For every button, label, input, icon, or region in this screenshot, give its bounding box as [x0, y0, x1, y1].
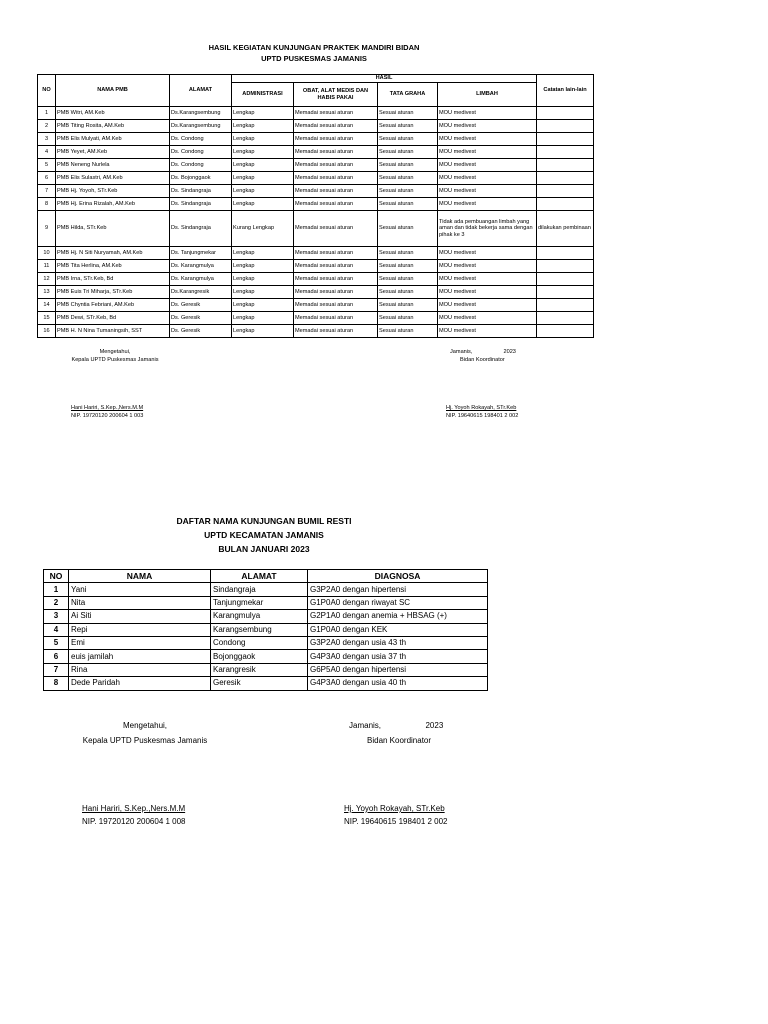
table-row [38, 312, 594, 325]
row-alamat: Ds. Karangmulya [170, 260, 232, 273]
row-administrasi: Lengkap [232, 159, 294, 172]
row-diagnosa: G3P2A0 dengan usia 43 th [308, 636, 488, 649]
row-administrasi: Lengkap [232, 107, 294, 120]
row-catatan [537, 299, 594, 312]
col-header-nama-pmb: NAMA PMB [56, 75, 170, 107]
row-alamat: Ds. Geresik [170, 325, 232, 338]
row-alamat: Ds.Karangsembung [170, 120, 232, 133]
row-nama: PMB H. N Nina Tumaningsih, SST [56, 325, 170, 338]
doc2-sign-right-line1: Jamanis, 2023 [349, 721, 444, 730]
doc2-sign-left-block [82, 803, 186, 827]
row-limbah: MOU medivest [438, 120, 537, 133]
doc2-title-line1: DAFTAR NAMA KUNJUNGAN BUMIL RESTI [176, 516, 352, 526]
row-tata-graha: Sesuai aturan [378, 273, 438, 286]
row-nama: PMB Tita Herlina, AM.Keb [56, 260, 170, 273]
row-alamat: Ds.Karangresik [170, 286, 232, 299]
col-header-catatan: Catatan lain-lain [537, 75, 594, 107]
doc1-sign-left [55, 348, 175, 364]
row-obat: Memadai sesuai aturan [294, 159, 378, 172]
row-nama: Dede Paridah [69, 677, 211, 690]
row-obat: Memadai sesuai aturan [294, 133, 378, 146]
row-tata-graha: Sesuai aturan [378, 312, 438, 325]
row-limbah: MOU medivest [438, 247, 537, 260]
row-administrasi: Lengkap [232, 312, 294, 325]
row-catatan [537, 172, 594, 185]
doc2-sign-right-block [344, 803, 448, 827]
row-limbah: MOU medivest [438, 133, 537, 146]
table-row [38, 159, 594, 172]
table-row [38, 211, 594, 247]
row-obat: Memadai sesuai aturan [294, 146, 378, 159]
row-nama: PMB Hj. N Siti Nuryamah, AM.Keb [56, 247, 170, 260]
row-no: 15 [38, 312, 56, 325]
row-obat: Memadai sesuai aturan [294, 185, 378, 198]
row-nama: PMB Euis Tri Miharja, STr.Keb [56, 286, 170, 299]
row-administrasi: Lengkap [232, 299, 294, 312]
row-no: 13 [38, 286, 56, 299]
row-alamat: Ds. Condong [170, 146, 232, 159]
row-catatan [537, 120, 594, 133]
row-alamat: Karangresik [211, 663, 308, 676]
row-nama: PMB Witri, AM.Keb [56, 107, 170, 120]
doc1-sign-right-line2: Bidan Koordinator [460, 357, 505, 363]
row-administrasi: Lengkap [232, 146, 294, 159]
doc1-sign-left-block [71, 404, 143, 420]
row-tata-graha: Sesuai aturan [378, 198, 438, 211]
row-diagnosa: G3P2A0 dengan hipertensi [308, 583, 488, 596]
row-administrasi: Lengkap [232, 172, 294, 185]
row-no: 16 [38, 325, 56, 338]
row-alamat: Ds. Condong [170, 133, 232, 146]
table-row [44, 663, 488, 676]
row-alamat: Tanjungmekar [211, 596, 308, 609]
doc2-sign-right-name: Hj. Yoyoh Rokayah, STr.Keb [344, 804, 445, 813]
row-catatan [537, 286, 594, 299]
row-nama: PMB Hilda, STr.Keb [56, 211, 170, 247]
row-nama: PMB Dewi, STr.Keb, Bd [56, 312, 170, 325]
col-header-obat: OBAT, ALAT MEDIS DAN HABIS PAKAI [294, 83, 378, 107]
row-alamat: Ds. Geresik [170, 299, 232, 312]
row-diagnosa: G4P3A0 dengan usia 37 th [308, 650, 488, 663]
row-alamat: Ds. Sindangraja [170, 198, 232, 211]
table-row [38, 198, 594, 211]
row-alamat: Ds. Sindangraja [170, 185, 232, 198]
row-no: 4 [38, 146, 56, 159]
col-header-hasil: HASIL [232, 75, 537, 83]
row-limbah: MOU medivest [438, 107, 537, 120]
col-header-alamat: ALAMAT [211, 570, 308, 583]
row-no: 9 [38, 211, 56, 247]
table-row [38, 146, 594, 159]
row-administrasi: Lengkap [232, 325, 294, 338]
row-catatan [537, 273, 594, 286]
row-no: 4 [44, 623, 69, 636]
row-no: 6 [38, 172, 56, 185]
row-limbah: MOU medivest [438, 286, 537, 299]
doc1-sign-left-line1: Mengetahui, [99, 349, 131, 355]
table-row [44, 623, 488, 636]
row-no: 8 [44, 677, 69, 690]
row-tata-graha: Sesuai aturan [378, 172, 438, 185]
row-tata-graha: Sesuai aturan [378, 159, 438, 172]
row-alamat: Ds. Karangmulya [170, 273, 232, 286]
table-row [38, 299, 594, 312]
row-catatan [537, 312, 594, 325]
row-tata-graha: Sesuai aturan [378, 146, 438, 159]
row-obat: Memadai sesuai aturan [294, 247, 378, 260]
row-nama: Emi [69, 636, 211, 649]
row-catatan [537, 260, 594, 273]
row-administrasi: Kurang Lengkap [232, 211, 294, 247]
row-alamat: Condong [211, 636, 308, 649]
row-administrasi: Lengkap [232, 273, 294, 286]
table-row [38, 107, 594, 120]
row-no: 7 [38, 185, 56, 198]
row-alamat: Sindangraja [211, 583, 308, 596]
row-nama: Nita [69, 596, 211, 609]
col-header-no: NO [44, 570, 69, 583]
row-no: 2 [38, 120, 56, 133]
row-nama: PMB Chyntia Febriani, AM.Keb [56, 299, 170, 312]
row-administrasi: Lengkap [232, 198, 294, 211]
col-header-nama: NAMA [69, 570, 211, 583]
row-obat: Memadai sesuai aturan [294, 172, 378, 185]
row-administrasi: Lengkap [232, 260, 294, 273]
row-diagnosa: G4P3A0 dengan usia 40 th [308, 677, 488, 690]
row-tata-graha: Sesuai aturan [378, 325, 438, 338]
row-alamat: Geresik [211, 677, 308, 690]
row-nama: Repi [69, 623, 211, 636]
row-nama: PMB Titing Rosita, AM.Keb [56, 120, 170, 133]
row-tata-graha: Sesuai aturan [378, 120, 438, 133]
row-limbah: Tidak ada pembuangan limbah yang aman dan tidak bekerja sama dengan pihak ke 3 [438, 211, 537, 247]
row-nama: Ai Siti [69, 610, 211, 623]
row-no: 8 [38, 198, 56, 211]
row-obat: Memadai sesuai aturan [294, 286, 378, 299]
row-no: 10 [38, 247, 56, 260]
row-catatan [537, 159, 594, 172]
row-no: 7 [44, 663, 69, 676]
row-tata-graha: Sesuai aturan [378, 211, 438, 247]
doc1-sign-left-line2: Kepala UPTD Puskesmas Jamanis [71, 357, 159, 363]
row-diagnosa: G2P1A0 dengan anemia + HBSAG (+) [308, 610, 488, 623]
row-no: 3 [44, 610, 69, 623]
row-diagnosa: G6P5A0 dengan hipertensi [308, 663, 488, 676]
row-tata-graha: Sesuai aturan [378, 299, 438, 312]
row-alamat: Ds. Bojonggaok [170, 172, 232, 185]
row-alamat: Karangsembung [211, 623, 308, 636]
doc1-title-line2: UPTD PUSKESMAS JAMANIS [261, 54, 367, 63]
row-catatan: dilakukan pembinaan [537, 211, 594, 247]
row-limbah: MOU medivest [438, 172, 537, 185]
doc2-title-line3: BULAN JANUARI 2023 [218, 544, 310, 554]
row-catatan [537, 133, 594, 146]
bumil-resti-table [43, 569, 488, 691]
row-diagnosa: G1P0A0 dengan KEK [308, 623, 488, 636]
row-obat: Memadai sesuai aturan [294, 312, 378, 325]
doc2-sign-left-line2: Kepala UPTD Puskesmas Jamanis [82, 736, 208, 745]
row-no: 5 [44, 636, 69, 649]
row-alamat: Ds. Condong [170, 159, 232, 172]
row-catatan [537, 325, 594, 338]
row-obat: Memadai sesuai aturan [294, 273, 378, 286]
row-diagnosa: G1P0A0 dengan riwayat SC [308, 596, 488, 609]
row-administrasi: Lengkap [232, 247, 294, 260]
doc1-title-line1: HASIL KEGIATAN KUNJUNGAN PRAKTEK MANDIRI BIDAN [208, 43, 420, 52]
row-alamat: Karangmulya [211, 610, 308, 623]
doc2-sign-right-nip: NIP. 19640615 198401 2 002 [344, 817, 448, 826]
table-row [38, 172, 594, 185]
row-no: 1 [38, 107, 56, 120]
row-nama: PMB Neneng Nurlela [56, 159, 170, 172]
table-row [38, 260, 594, 273]
doc1-sign-right-nip: NIP. 19640615 198401 2 002 [446, 413, 519, 419]
row-alamat: Ds. Tanjungmekar [170, 247, 232, 260]
row-no: 11 [38, 260, 56, 273]
row-obat: Memadai sesuai aturan [294, 260, 378, 273]
table-row [44, 583, 488, 596]
row-nama: PMB Yeyet, AM.Keb [56, 146, 170, 159]
row-obat: Memadai sesuai aturan [294, 198, 378, 211]
table-row [38, 185, 594, 198]
row-obat: Memadai sesuai aturan [294, 325, 378, 338]
table-row [38, 325, 594, 338]
row-obat: Memadai sesuai aturan [294, 120, 378, 133]
row-alamat: Ds. Geresik [170, 312, 232, 325]
table-row [44, 650, 488, 663]
row-catatan [537, 185, 594, 198]
row-nama: Yani [69, 583, 211, 596]
row-limbah: MOU medivest [438, 273, 537, 286]
row-administrasi: Lengkap [232, 133, 294, 146]
row-alamat: Ds. Sindangraja [170, 211, 232, 247]
row-nama: PMB Elis Mulyati, AM.Keb [56, 133, 170, 146]
row-catatan [537, 146, 594, 159]
table-row [38, 133, 594, 146]
row-no: 6 [44, 650, 69, 663]
doc1-sign-left-name: Hani Hariri, S.Kep.,Ners.M.M [71, 405, 144, 411]
doc2-title-line2: UPTD KECAMATAN JAMANIS [204, 530, 324, 540]
row-no: 3 [38, 133, 56, 146]
row-catatan [537, 107, 594, 120]
row-nama: Rina [69, 663, 211, 676]
col-header-administrasi: ADMINISTRASI [232, 83, 294, 107]
col-header-alamat: ALAMAT [170, 75, 232, 107]
row-tata-graha: Sesuai aturan [378, 260, 438, 273]
row-nama: PMB Hj. Yoyoh, STr.Keb [56, 185, 170, 198]
table-row [44, 636, 488, 649]
row-obat: Memadai sesuai aturan [294, 211, 378, 247]
table-row [38, 120, 594, 133]
row-no: 5 [38, 159, 56, 172]
col-header-diagnosa: DIAGNOSA [308, 570, 488, 583]
table-row [38, 286, 594, 299]
row-no: 14 [38, 299, 56, 312]
row-limbah: MOU medivest [438, 312, 537, 325]
row-no: 1 [44, 583, 69, 596]
row-obat: Memadai sesuai aturan [294, 299, 378, 312]
col-header-tata-graha: TATA GRAHA [378, 83, 438, 107]
row-limbah: MOU medivest [438, 260, 537, 273]
row-administrasi: Lengkap [232, 185, 294, 198]
doc2-sign-left-line1: Mengetahui, [122, 721, 168, 730]
table-row [44, 677, 488, 690]
doc2-sign-right [349, 720, 443, 746]
row-no: 12 [38, 273, 56, 286]
row-no: 2 [44, 596, 69, 609]
row-nama: PMB Irna, STr.Keb, Bd [56, 273, 170, 286]
doc1-sign-right-name: Hj. Yoyoh Rokayah, STr.Keb [446, 405, 517, 411]
col-header-no: NO [38, 75, 56, 107]
pmb-visit-table [37, 74, 594, 338]
row-catatan [537, 247, 594, 260]
doc1-sign-right-block [446, 404, 518, 420]
row-limbah: MOU medivest [438, 146, 537, 159]
col-header-limbah: LIMBAH [438, 83, 537, 107]
row-tata-graha: Sesuai aturan [378, 247, 438, 260]
doc1-sign-right [450, 348, 516, 364]
row-limbah: MOU medivest [438, 159, 537, 172]
row-administrasi: Lengkap [232, 286, 294, 299]
row-administrasi: Lengkap [232, 120, 294, 133]
table-row [38, 247, 594, 260]
doc2-sign-left-name: Hani Hariri, S.Kep.,Ners.M.M [82, 804, 186, 813]
doc1-sign-right-line1: Jamanis, 2023 [450, 349, 516, 355]
row-tata-graha: Sesuai aturan [378, 133, 438, 146]
row-alamat: Ds.Karangsembung [170, 107, 232, 120]
row-limbah: MOU medivest [438, 198, 537, 211]
row-alamat: Bojonggaok [211, 650, 308, 663]
table-row [38, 273, 594, 286]
row-limbah: MOU medivest [438, 325, 537, 338]
row-limbah: MOU medivest [438, 299, 537, 312]
table-row [44, 610, 488, 623]
row-nama: PMB Elis Sulastri, AM.Keb [56, 172, 170, 185]
doc1-sign-left-nip: NIP. 19720120 200604 1 003 [71, 413, 144, 419]
table-row [44, 596, 488, 609]
row-catatan [537, 198, 594, 211]
row-nama: PMB Hj. Erina Rizalah, AM.Keb [56, 198, 170, 211]
row-tata-graha: Sesuai aturan [378, 286, 438, 299]
row-tata-graha: Sesuai aturan [378, 107, 438, 120]
row-nama: euis jamilah [69, 650, 211, 663]
doc2-sign-right-line2: Bidan Koordinator [367, 736, 432, 745]
row-tata-graha: Sesuai aturan [378, 185, 438, 198]
row-obat: Memadai sesuai aturan [294, 107, 378, 120]
doc2-sign-left [70, 720, 220, 746]
doc2-sign-left-nip: NIP. 19720120 200604 1 008 [82, 817, 186, 826]
row-limbah: MOU medivest [438, 185, 537, 198]
